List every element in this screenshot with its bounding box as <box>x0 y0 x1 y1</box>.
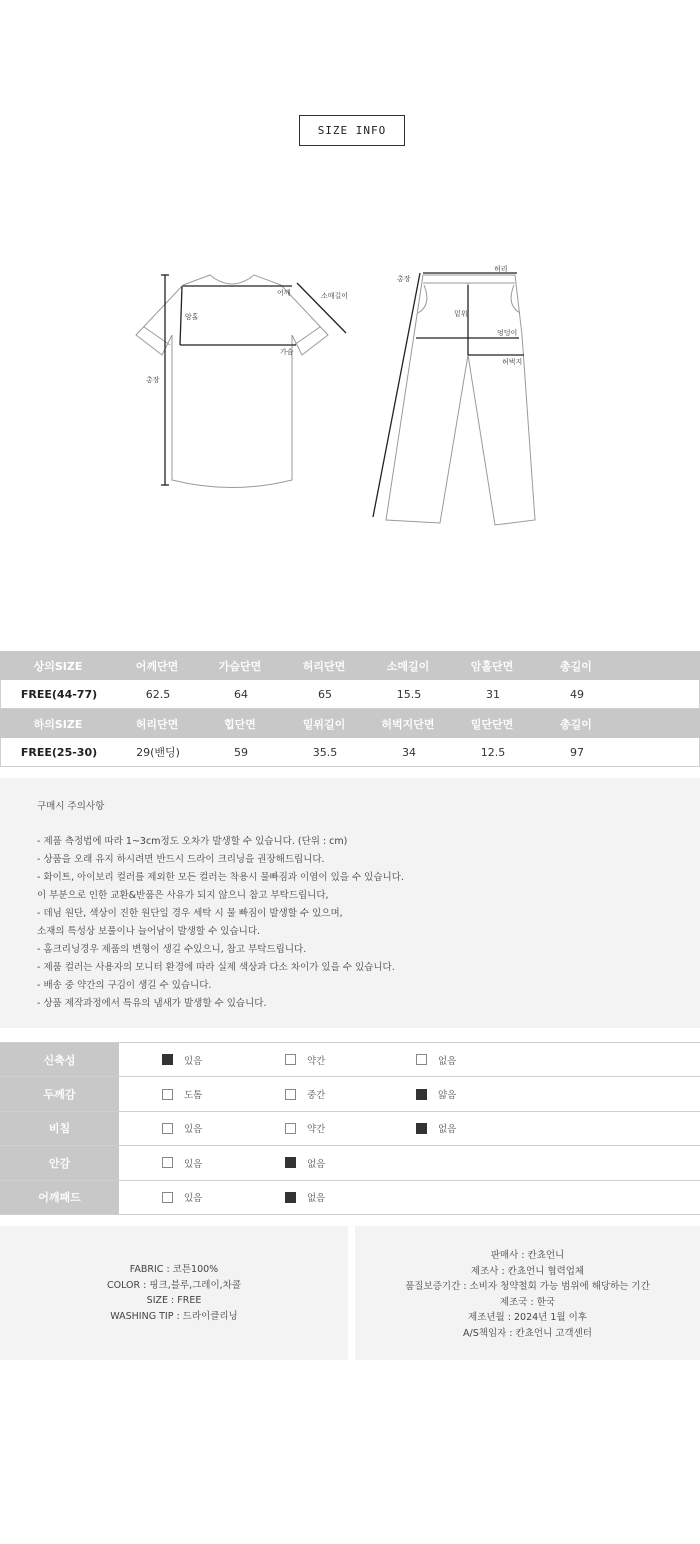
attribute-label: 어깨패드 <box>0 1181 119 1214</box>
diagram-label-sleeve: 소매길이 <box>321 292 349 300</box>
table-header-cell: 총길이 <box>560 659 592 673</box>
option-label: 도톰 <box>184 1090 203 1102</box>
garment-diagram-svg <box>0 255 700 545</box>
attribute-option <box>285 1077 325 1110</box>
table-cell: 34 <box>402 745 416 759</box>
attribute-option <box>285 1146 325 1179</box>
notice-line: - 제품 측정법에 따라 1~3cm정도 오차가 발생할 수 있습니다. (단위 : cm) <box>37 836 348 847</box>
notice-line: 이 부분으로 인한 교환&반품은 사유가 되지 않으니 참고 부탁드립니다, <box>37 890 329 901</box>
table-header-cell: 상의SIZE <box>33 659 83 673</box>
pants-measure-lines <box>373 273 524 517</box>
table-cell: 62.5 <box>145 687 171 701</box>
size-table <box>0 651 700 767</box>
attribute-option <box>416 1112 456 1145</box>
table-header-cell: 암홀단면 <box>470 659 514 673</box>
fabric-info-line: WASHING TIP : 드라이클리닝 <box>110 1310 238 1322</box>
option-label: 약간 <box>307 1124 326 1136</box>
checkbox-unchecked <box>285 1089 296 1100</box>
option-label: 없음 <box>438 1124 457 1136</box>
fabric-info-line: COLOR : 핑크,블루,그레이,차콜 <box>106 1279 242 1291</box>
checkbox-checked <box>162 1054 173 1065</box>
table-cell: 49 <box>570 687 584 701</box>
attribute-row-lining <box>0 1146 700 1180</box>
checkbox-unchecked <box>162 1123 173 1134</box>
attribute-option <box>162 1077 202 1110</box>
table-header-cell: 허벅지단면 <box>381 717 435 731</box>
diagram-label-hip: 엉덩이 <box>497 329 518 337</box>
table-cell: 35.5 <box>312 745 338 759</box>
seller-info-line: 제조사 : 칸쵸언니 협력업체 <box>470 1265 585 1277</box>
attribute-option <box>162 1112 202 1145</box>
attribute-option <box>285 1043 325 1076</box>
size-info-title: SIZE INFO <box>299 115 405 146</box>
fabric-info-list <box>0 1262 348 1324</box>
table-header-cell: 하의SIZE <box>33 717 83 731</box>
checkbox-checked <box>285 1157 296 1168</box>
diagram-label-rise: 밑위 <box>454 310 468 318</box>
notice-line: - 배송 중 약간의 구김이 생길 수 있습니다. <box>37 980 212 991</box>
table-cell: 65 <box>318 687 332 701</box>
seller-info-line: 제조년월 : 2024년 1월 이후 <box>468 1312 587 1323</box>
option-label: 있음 <box>184 1193 203 1205</box>
top-size-row <box>0 680 700 709</box>
diagram-label-waist: 허리 <box>494 265 508 273</box>
attribute-label: 안감 <box>0 1146 119 1179</box>
checkbox-unchecked <box>162 1089 173 1100</box>
bottom-size-row <box>0 738 700 767</box>
table-cell: 15.5 <box>396 687 422 701</box>
option-label: 있음 <box>184 1055 203 1067</box>
table-header-cell: 소매길이 <box>386 659 430 673</box>
size-diagram <box>0 255 700 545</box>
attribute-label: 비침 <box>0 1112 119 1145</box>
option-label: 없음 <box>307 1158 326 1170</box>
checkbox-checked <box>285 1192 296 1203</box>
table-header-cell: 총길이 <box>560 717 592 731</box>
attribute-option <box>162 1043 202 1076</box>
option-label: 약간 <box>307 1055 326 1067</box>
option-label: 중간 <box>307 1090 326 1102</box>
top-size-header-row <box>0 651 700 680</box>
diagram-label-bottom-length: 총장 <box>397 275 411 283</box>
option-label: 없음 <box>307 1193 326 1205</box>
checkbox-unchecked <box>416 1054 427 1065</box>
bottom-size-header-row <box>0 709 700 738</box>
checkbox-unchecked <box>285 1054 296 1065</box>
attribute-option <box>416 1043 456 1076</box>
checkbox-unchecked <box>162 1192 173 1203</box>
tshirt-measure-lines <box>161 275 349 485</box>
notice-list <box>37 833 677 1013</box>
notice-line: - 홈크리닝경우 제품의 변형이 생길 수있으니, 참고 부탁드립니다. <box>37 944 307 955</box>
attribute-row-thickness <box>0 1077 700 1111</box>
table-header-cell: 가슴단면 <box>218 659 262 673</box>
checkbox-checked <box>416 1123 427 1134</box>
checkbox-unchecked <box>162 1157 173 1168</box>
diagram-label-armhole: 암홀 <box>185 313 199 321</box>
table-header-cell: 어깨단면 <box>135 659 179 673</box>
fabric-info-line: SIZE : FREE <box>146 1295 202 1306</box>
fabric-info-panel <box>0 1226 348 1360</box>
option-label: 없음 <box>438 1055 457 1067</box>
table-header-cell: 허리단면 <box>135 717 179 731</box>
notice-line: 소재의 특성상 보풀이나 늘어남이 발생할 수 있습니다. <box>37 926 261 937</box>
notice-line: - 화이트, 아이보리 컬러를 제외한 모든 컬러는 착용시 물빠짐과 이염이 있을 수 있습니다. <box>37 872 404 883</box>
table-cell: FREE(44-77) <box>20 687 98 701</box>
table-header-cell: 힙단면 <box>224 717 256 731</box>
diagram-label-shoulder: 어깨 <box>277 289 291 297</box>
purchase-notice-panel <box>0 778 700 1028</box>
seller-info-panel <box>355 1226 700 1360</box>
table-header-cell: 밑위길이 <box>302 717 346 731</box>
checkbox-unchecked <box>285 1123 296 1134</box>
attribute-row-sheerness <box>0 1112 700 1146</box>
seller-info-list <box>355 1248 700 1341</box>
option-label: 있음 <box>184 1158 203 1170</box>
table-cell: 31 <box>486 687 500 701</box>
notice-line: - 상품을 오래 유지 하시려면 반드시 드라이 크리닝을 권장해드립니다. <box>37 854 325 865</box>
table-header-cell: 밑단단면 <box>470 717 514 731</box>
table-cell: 29(밴딩) <box>136 746 180 759</box>
table-cell: 12.5 <box>480 745 506 759</box>
attribute-option <box>285 1181 325 1214</box>
fabric-info-line: FABRIC : 코튼100% <box>129 1264 219 1275</box>
option-label: 있음 <box>184 1124 203 1136</box>
notice-title: 구매시 주의사항 <box>37 801 105 812</box>
fabric-attribute-table <box>0 1042 700 1215</box>
seller-info-line: 판매사 : 칸쵸언니 <box>490 1250 565 1261</box>
attribute-row-shoulder-pad <box>0 1181 700 1215</box>
table-cell: 97 <box>570 745 584 759</box>
table-cell: 64 <box>234 687 248 701</box>
seller-info-line: 품질보증기간 : 소비자 청약철회 가능 범위에 해당하는 기간 <box>405 1281 650 1292</box>
attribute-option <box>162 1181 202 1214</box>
attribute-option <box>285 1112 325 1145</box>
seller-info-line: 제조국 : 한국 <box>499 1296 556 1308</box>
diagram-label-chest: 가슴 <box>280 348 294 356</box>
checkbox-checked <box>416 1089 427 1100</box>
attribute-option <box>416 1077 456 1110</box>
attribute-label: 신축성 <box>0 1043 119 1076</box>
notice-line: - 상품 제작과정에서 특유의 냄새가 발생할 수 있습니다. <box>37 998 267 1009</box>
attribute-label: 두께감 <box>0 1077 119 1110</box>
diagram-label-top-length: 총장 <box>146 376 160 384</box>
diagram-label-thigh: 허벅지 <box>502 358 523 366</box>
table-cell: 59 <box>234 745 248 759</box>
seller-info-line: A/S책임자 : 칸쵸언니 고객센터 <box>463 1327 592 1339</box>
table-cell: FREE(25-30) <box>20 745 98 759</box>
notice-line: - 제품 컬러는 사용자의 모니터 환경에 따라 실제 색상과 다소 차이가 있을 수 있습니다. <box>37 962 395 973</box>
table-header-cell: 허리단면 <box>302 659 346 673</box>
attribute-row-stretch <box>0 1043 700 1077</box>
notice-line: - 데님 원단, 색상이 진한 원단일 경우 세탁 시 물 빠짐이 발생할 수 있으며, <box>37 908 343 919</box>
option-label: 얇음 <box>438 1090 457 1102</box>
attribute-option <box>162 1146 202 1179</box>
